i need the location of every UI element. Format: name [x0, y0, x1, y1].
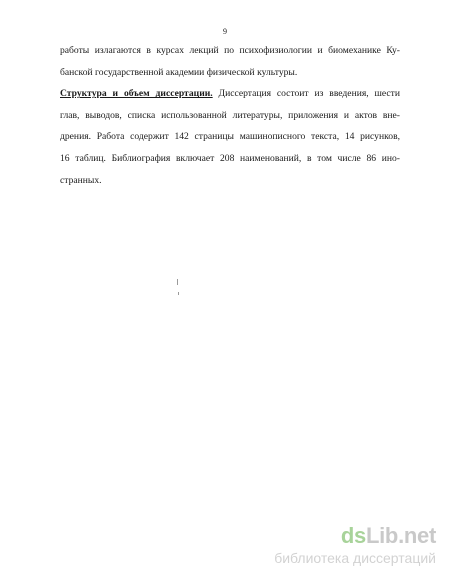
paragraph-2: [60, 83, 400, 191]
watermark: [274, 524, 436, 567]
document-body: [60, 40, 400, 191]
text-line: работы излагаются в курсах лекций по психофизиологии и биомеханике Ку-: [60, 45, 400, 56]
paragraph-1: [60, 40, 400, 83]
watermark-subtitle: библиотека диссертаций: [274, 550, 436, 566]
text-line: странных.: [60, 174, 102, 186]
watermark-logo: [274, 524, 436, 548]
section-heading: Структура и объем диссертации.: [60, 88, 213, 100]
page-number: 9: [223, 27, 227, 36]
watermark-logo-ds: ds: [340, 523, 366, 548]
text-line: 16 таблиц. Библиография включает 208 наименований, в том числе 86 ино-: [60, 152, 400, 164]
scan-mark: [177, 279, 178, 285]
watermark-logo-net: .net: [398, 523, 436, 548]
section-heading-continuation: Диссертация состоит из введения, шести: [212, 88, 400, 100]
text-line: [60, 83, 400, 105]
text-line: банской государственной академии физической культуры.: [60, 66, 298, 78]
text-line: дрения. Работа содержит 142 страницы машинописного текста, 14 рисунков,: [60, 131, 400, 143]
watermark-logo-lib: Lib: [365, 523, 399, 548]
scan-mark: [178, 292, 179, 295]
text-line: глав, выводов, списка использованной литературы, приложения и актов вне-: [60, 109, 400, 121]
